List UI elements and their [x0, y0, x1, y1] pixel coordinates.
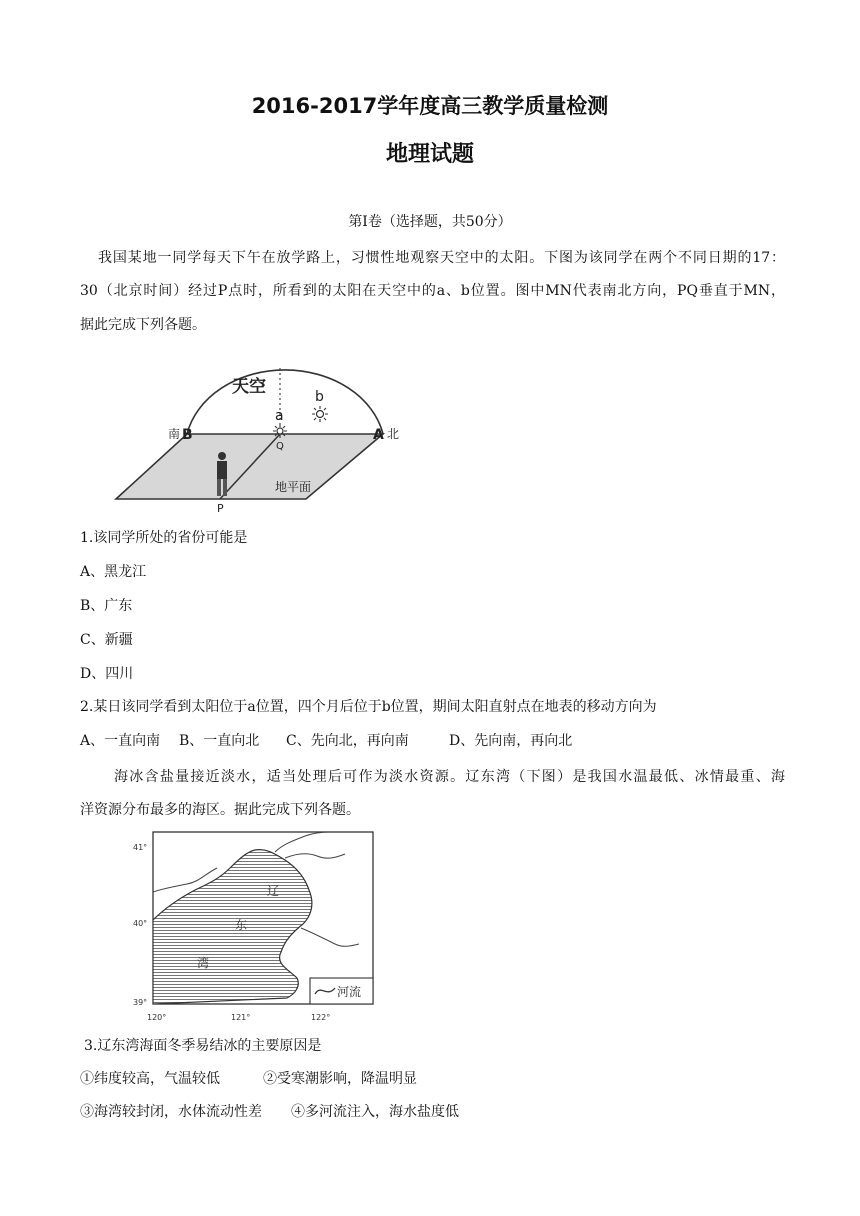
q1-option-a: A、黑龙江	[80, 564, 147, 580]
sky-label: 天空	[232, 377, 266, 397]
b-point-label: B	[182, 427, 193, 443]
q3-choice-2: ②受寒潮影响，降温明显	[263, 1071, 417, 1087]
q2-option-d: D、先向南，再向北	[449, 733, 573, 749]
lat-label-39: 39°	[133, 998, 148, 1007]
q1-option-d: D、四川	[80, 666, 134, 682]
q3-stem: 3.辽东湾海面冬季易结冰的主要原因是	[84, 1038, 322, 1054]
q-point-label: Q	[276, 441, 284, 452]
liaodong-bay-map	[125, 828, 385, 1026]
sun-a-icon	[273, 424, 287, 438]
q1-option-c: C、新疆	[80, 632, 133, 648]
sky-dome	[187, 370, 383, 434]
intro1-line2: 30（北京时间）经过P点时，所看到的太阳在天空中的a、b位置。图中MN代表南北方向，PQ垂直于MN，	[80, 283, 785, 299]
south-label: 南	[168, 427, 181, 441]
q2-stem: 2.某日该同学看到太阳位于a位置，四个月后位于b位置，期间太阳直射点在地表的移动方向为	[80, 699, 657, 715]
sun-position-diagram	[112, 350, 412, 518]
ground-label: 地平面	[275, 480, 312, 494]
intro2-line2: 洋资源分布最多的海区。据此完成下列各题。	[80, 802, 360, 818]
exam-title: 2016-2017学年度高三教学质量检测	[251, 94, 609, 118]
lat-label-40: 40°	[133, 919, 148, 928]
q2-option-a: A、一直向南	[80, 733, 161, 749]
q2-option-b: B、一直向北	[179, 733, 260, 749]
exam-subtitle: 地理试题	[385, 142, 474, 167]
sea-char-2: 东	[235, 918, 248, 932]
lat-label-41: 41°	[133, 843, 148, 852]
north-label: 北	[387, 427, 400, 441]
legend-label: 河流	[337, 985, 362, 999]
a-point-label: A	[373, 427, 384, 443]
sea-char-1: 辽	[267, 884, 280, 898]
sea-char-3: 湾	[197, 956, 210, 970]
intro1-line3: 据此完成下列各题。	[80, 317, 206, 333]
q3-choice-1: ①纬度较高，气温较低	[80, 1071, 220, 1087]
intro2-line1: 海冰含盐量接近淡水，适当处理后可作为淡水资源。辽东湾（下图）是我国水温最低、冰情最重、海	[114, 769, 785, 785]
b-label: b	[315, 389, 324, 405]
q3-choice-4: ④多河流注入，海水盐度低	[291, 1104, 459, 1120]
p-point-label: P	[217, 502, 224, 515]
section-heading: 第Ⅰ卷（选择题，共50分）	[348, 214, 512, 230]
a-label: a	[275, 408, 284, 424]
q2-option-c: C、先向北，再向南	[286, 733, 409, 749]
sun-b-icon	[312, 406, 328, 422]
q3-choice-3: ③海湾较封闭，水体流动性差	[80, 1104, 262, 1120]
q1-stem: 1.该同学所处的省份可能是	[80, 530, 248, 546]
lon-label-120: 120°	[147, 1013, 167, 1022]
q1-option-b: B、广东	[80, 598, 133, 614]
lon-label-121: 121°	[231, 1013, 251, 1022]
lon-label-122: 122°	[311, 1013, 331, 1022]
intro1-line1: 我国某地一同学每天下午在放学路上，习惯性地观察天空中的太阳。下图为该同学在两个不同日期的17：	[98, 250, 785, 266]
